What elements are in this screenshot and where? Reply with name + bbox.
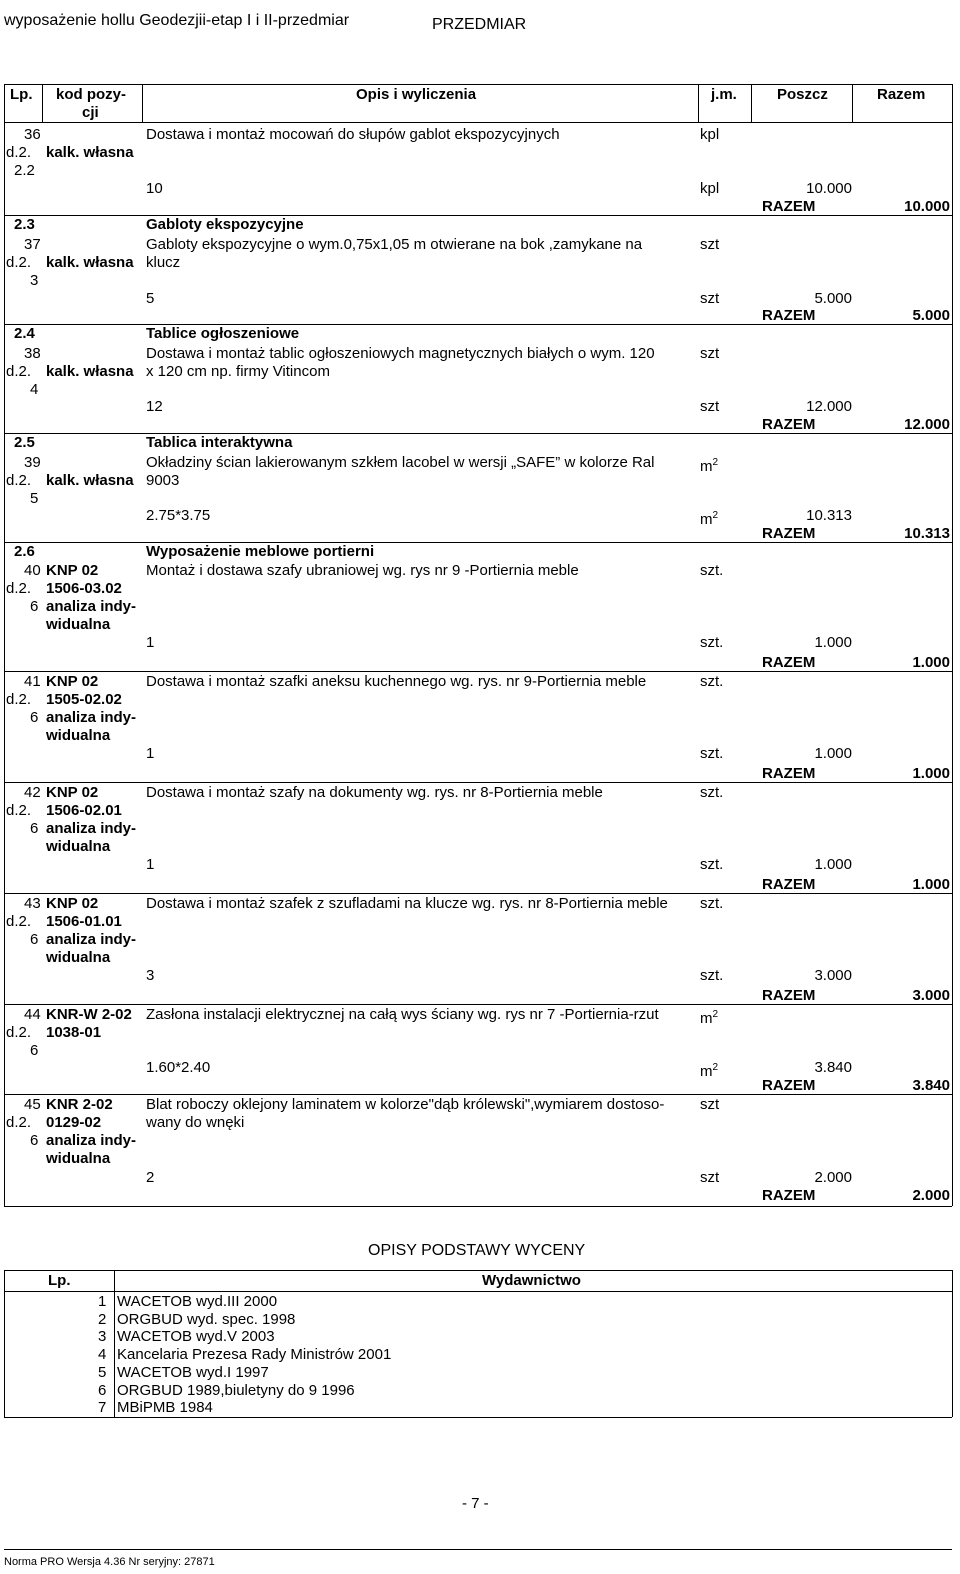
item-calc-unit: $m^2$ — [700, 1062, 719, 1080]
item-ref-sub: 6 — [30, 598, 39, 615]
item-quantity: 5.000 — [814, 290, 852, 307]
item-calc: 10 — [146, 180, 163, 197]
item-code-number: 1505-02.02 — [46, 691, 122, 708]
section-number: 2.5 — [14, 434, 35, 451]
item-description: Okładziny ścian lakierowanym szkłem lacobel w wersji „SAFE” w kolorze Ral — [146, 454, 655, 471]
item-quantity: 1.000 — [814, 856, 852, 873]
opisy-row-number: 7 — [98, 1399, 107, 1417]
razem-label: RAZEM — [762, 765, 816, 782]
opisy-row-number: 4 — [98, 1346, 107, 1364]
item-calc-unit: szt — [700, 1169, 720, 1186]
item-code-number: 1038-01 — [46, 1024, 102, 1041]
opisy-row-publisher: ORGBUD 1989,biuletyny do 9 1996 — [117, 1381, 355, 1399]
opisy-row-number: 6 — [98, 1381, 107, 1399]
item-code: KNP 02 — [46, 673, 99, 690]
razem-label: RAZEM — [762, 876, 816, 893]
item-code-note-cont: widualna — [46, 1150, 111, 1167]
item-description-cont: 9003 — [146, 472, 180, 489]
item-total: 10.000 — [904, 198, 950, 215]
item-ref-sub: 6 — [30, 931, 39, 948]
section-number: 2.6 — [14, 543, 35, 560]
item-calc-unit: szt. — [700, 745, 724, 762]
item-code-note: analiza indy- — [46, 1132, 137, 1149]
item-quantity: 12.000 — [806, 398, 852, 415]
item-description: Dostawa i montaż mocowań do słupów gablot ekspozycyjnych — [146, 126, 560, 143]
item-code: KNP 02 — [46, 784, 99, 801]
opisy-row-number: 5 — [98, 1363, 107, 1381]
col-header-poszcz: Poszcz — [777, 86, 828, 103]
item-code-number: 1506-02.01 — [46, 802, 122, 819]
item-ref-sub: 4 — [30, 381, 39, 398]
col-header-kod: kod pozy- — [56, 86, 126, 103]
item-total: 2.000 — [912, 1187, 950, 1204]
section-title: Tablica interaktywna — [146, 434, 293, 451]
opisy-col-lp: Lp. — [48, 1272, 71, 1289]
item-number: 39 — [24, 454, 41, 471]
item-number: 38 — [24, 345, 41, 362]
item-number: 45 — [24, 1096, 41, 1113]
item-calc-unit: szt — [700, 398, 720, 415]
item-ref: d.2. — [6, 144, 32, 161]
item-quantity: 1.000 — [814, 745, 852, 762]
item-ref-sub: 2.2 — [14, 162, 35, 179]
item-ref-sub: 5 — [30, 490, 39, 507]
item-ref: d.2. — [6, 1114, 32, 1131]
item-total: 1.000 — [912, 876, 950, 893]
item-description: Zasłona instalacji elektrycznej na całą wys ściany wg. rys nr 7 -Portiernia-rzut — [146, 1006, 659, 1023]
item-calc: 1.60*2.40 — [146, 1059, 211, 1076]
item-ref: d.2. — [6, 1024, 32, 1041]
item-number: 42 — [24, 784, 41, 801]
item-ref-sub: 6 — [30, 709, 39, 726]
item-calc-unit: $m^2$ — [700, 510, 719, 528]
section-title: Wyposażenie meblowe portierni — [146, 543, 375, 560]
opisy-row-number: 2 — [98, 1310, 107, 1328]
item-code-note: analiza indy- — [46, 931, 137, 948]
item-code: kalk. własna — [46, 144, 134, 161]
item-code-note-cont: widualna — [46, 838, 111, 855]
item-calc-unit: szt — [700, 290, 720, 307]
item-calc-unit: szt. — [700, 634, 724, 651]
item-description: Dostawa i montaż szafki aneksu kuchennego wg. rys. nr 9-Portiernia meble — [146, 673, 647, 690]
software-info: Norma PRO Wersja 4.36 Nr seryjny: 27871 — [4, 1556, 215, 1568]
item-unit: szt — [700, 236, 720, 253]
item-unit: szt — [700, 345, 720, 362]
item-calc-unit: szt. — [700, 856, 724, 873]
item-description-cont: wany do wnęki — [146, 1114, 245, 1131]
item-description: Montaż i dostawa szafy ubraniowej wg. rys nr 9 -Portiernia meble — [146, 562, 579, 579]
item-total: 10.313 — [904, 525, 950, 542]
item-total: 5.000 — [912, 307, 950, 324]
item-description: Gabloty ekspozycyjne o wym.0,75x1,05 m otwierane na bok ,zamykane na — [146, 236, 643, 253]
item-calc: 1 — [146, 856, 155, 873]
item-calc: 1 — [146, 745, 155, 762]
item-ref-sub: 6 — [30, 820, 39, 837]
item-code: kalk. własna — [46, 254, 134, 271]
item-code-note: analiza indy- — [46, 820, 137, 837]
item-description: Dostawa i montaż szafek z szufladami na klucze wg. rys. nr 8-Portiernia meble — [146, 895, 668, 912]
opisy-row-number: 1 — [98, 1293, 107, 1310]
item-code-note-cont: widualna — [46, 727, 111, 744]
item-calc: 1 — [146, 634, 155, 651]
item-total: 3.840 — [912, 1077, 950, 1094]
item-description-cont: x 120 cm np. firmy Vitincom — [146, 363, 330, 380]
item-description: Blat roboczy oklejony laminatem w kolorze"dąb królewski",wymiarem dostoso- — [146, 1096, 665, 1113]
item-quantity: 10.000 — [806, 180, 852, 197]
razem-label: RAZEM — [762, 987, 816, 1004]
opisy-row-publisher: WACETOB wyd.I 1997 — [117, 1363, 269, 1381]
section-title: Gabloty ekspozycyjne — [146, 216, 304, 233]
item-code: kalk. własna — [46, 472, 134, 489]
section-number: 2.4 — [14, 325, 35, 342]
item-ref: d.2. — [6, 913, 32, 930]
item-total: 1.000 — [912, 765, 950, 782]
item-unit: kpl — [700, 126, 720, 143]
page-number: - 7 - — [462, 1495, 489, 1512]
item-code-note: analiza indy- — [46, 598, 137, 615]
col-header-opis: Opis i wyliczenia — [356, 86, 477, 103]
item-ref-sub: 6 — [30, 1132, 39, 1149]
item-code-number: 1506-03.02 — [46, 580, 122, 597]
item-calc-unit: kpl — [700, 180, 720, 197]
opisy-row-publisher: MBiPMB 1984 — [117, 1399, 213, 1417]
opisy-col-wydawnictwo: Wydawnictwo — [482, 1272, 581, 1289]
item-number: 37 — [24, 236, 41, 253]
document-type: PRZEDMIAR — [432, 16, 527, 33]
item-calc: 12 — [146, 398, 163, 415]
item-calc-unit: szt. — [700, 967, 724, 984]
opisy-row-publisher: Kancelaria Prezesa Rady Ministrów 2001 — [117, 1346, 392, 1364]
item-calc: 5 — [146, 290, 155, 307]
razem-label: RAZEM — [762, 416, 816, 433]
opisy-row-publisher: WACETOB wyd.III 2000 — [117, 1293, 278, 1310]
item-description-cont: klucz — [146, 254, 181, 271]
item-total: 1.000 — [912, 654, 950, 671]
item-code: KNP 02 — [46, 895, 99, 912]
item-unit: szt — [700, 1096, 720, 1113]
col-header-jm: j.m. — [711, 86, 737, 103]
opisy-row-publisher: WACETOB wyd.V 2003 — [117, 1328, 275, 1346]
item-unit: szt. — [700, 562, 724, 579]
item-calc: 2 — [146, 1169, 155, 1186]
razem-label: RAZEM — [762, 1077, 816, 1094]
item-ref: d.2. — [6, 363, 32, 380]
item-number: 41 — [24, 673, 41, 690]
razem-label: RAZEM — [762, 525, 816, 542]
document-title: wyposażenie hollu Geodezjii-etap I i II-przedmiar — [4, 12, 350, 29]
item-code-number: 0129-02 — [46, 1114, 102, 1131]
item-description: Dostawa i montaż tablic ogłoszeniowych magnetycznych białych o wym. 120 — [146, 345, 655, 362]
item-ref: d.2. — [6, 691, 32, 708]
item-ref: d.2. — [6, 580, 32, 597]
item-number: 43 — [24, 895, 41, 912]
item-unit: $m^2$ — [700, 1009, 719, 1027]
opisy-row-number: 3 — [98, 1328, 107, 1346]
razem-label: RAZEM — [762, 198, 816, 215]
section-number: 2.3 — [14, 216, 35, 233]
opisy-row-publisher: ORGBUD wyd. spec. 1998 — [117, 1310, 296, 1328]
col-header-lp: Lp. — [10, 86, 33, 103]
col-header-razem: Razem — [877, 86, 926, 103]
item-calc: 2.75*3.75 — [146, 507, 211, 524]
item-ref-sub: 6 — [30, 1042, 39, 1059]
item-quantity: 3.840 — [814, 1059, 852, 1076]
item-ref: d.2. — [6, 472, 32, 489]
item-code: KNP 02 — [46, 562, 99, 579]
item-quantity: 1.000 — [814, 634, 852, 651]
item-code-number: 1506-01.01 — [46, 913, 122, 930]
item-number: 44 — [24, 1006, 41, 1023]
razem-label: RAZEM — [762, 307, 816, 324]
opisy-title: OPISY PODSTAWY WYCENY — [368, 1242, 586, 1259]
item-code: KNR-W 2-02 — [46, 1006, 132, 1023]
item-code-note-cont: widualna — [46, 949, 111, 966]
item-ref-sub: 3 — [30, 272, 39, 289]
col-header-kod-cont: cji — [82, 104, 99, 121]
item-code: kalk. własna — [46, 363, 134, 380]
item-quantity: 2.000 — [814, 1169, 852, 1186]
item-unit: szt. — [700, 784, 724, 801]
item-quantity: 3.000 — [814, 967, 852, 984]
item-unit: $m^2$ — [700, 457, 719, 475]
razem-label: RAZEM — [762, 654, 816, 671]
section-title: Tablice ogłoszeniowe — [146, 325, 300, 342]
item-unit: szt. — [700, 895, 724, 912]
item-ref: d.2. — [6, 254, 32, 271]
item-total: 3.000 — [912, 987, 950, 1004]
item-code: KNR 2-02 — [46, 1096, 113, 1113]
item-calc: 3 — [146, 967, 155, 984]
item-code-note-cont: widualna — [46, 616, 111, 633]
item-unit: szt. — [700, 673, 724, 690]
item-quantity: 10.313 — [806, 507, 852, 524]
razem-label: RAZEM — [762, 1187, 816, 1204]
item-number: 40 — [24, 562, 41, 579]
item-total: 12.000 — [904, 416, 950, 433]
item-number: 36 — [24, 126, 41, 143]
item-ref: d.2. — [6, 802, 32, 819]
item-code-note: analiza indy- — [46, 709, 137, 726]
item-description: Dostawa i montaż szafy na dokumenty wg. rys. nr 8-Portiernia meble — [146, 784, 603, 801]
